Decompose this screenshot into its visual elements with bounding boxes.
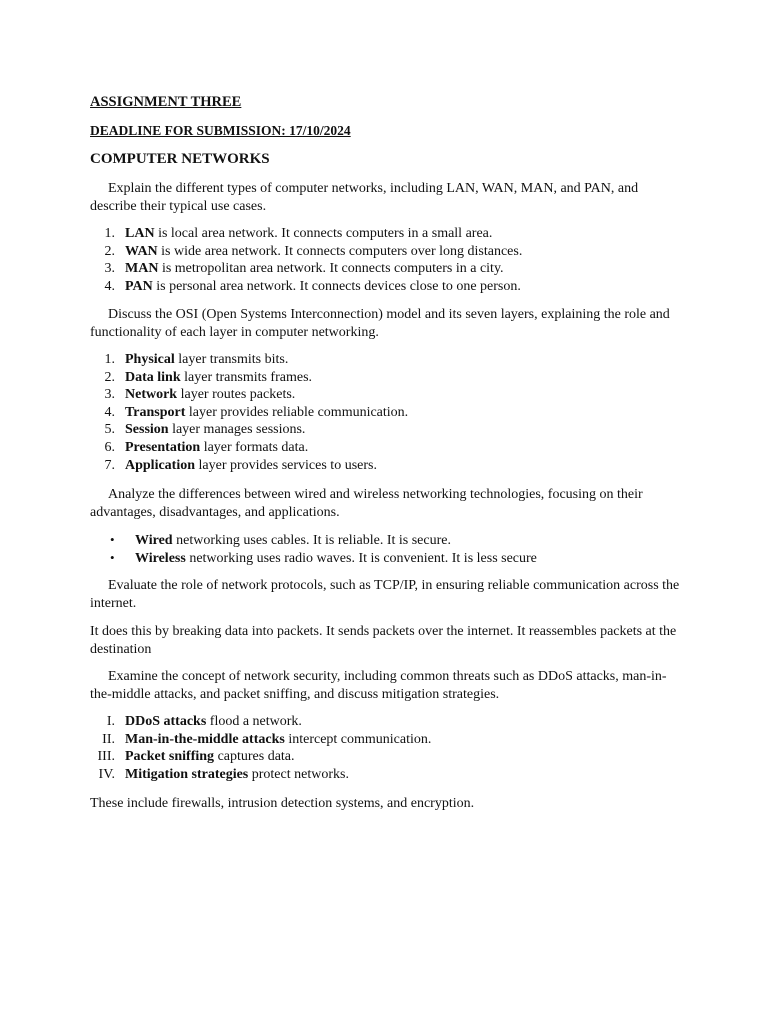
list-item [90,404,408,422]
list-item [90,713,431,731]
list-marker: III. [97,749,115,765]
list-term: WAN [125,243,158,259]
list-marker: 3. [104,387,115,403]
list-text: layer provides reliable communication. [185,404,409,420]
question-4-prompt: Evaluate the role of network protocols, such as TCP/IP, in ensuring reliable communication across the internet. [90,578,680,611]
list-text: layer formats data. [200,439,309,455]
list-item [90,225,522,243]
list-text: intercept communication. [284,731,432,747]
list-item [90,439,408,457]
list-item [90,386,408,404]
list-text: is metropolitan area network. It connects computers in a city. [158,261,504,277]
list-term: Mitigation strategies [125,766,249,782]
list-term: DDoS attacks [125,714,207,729]
list-marker: II. [102,731,115,747]
deadline-line: DEADLINE FOR SUBMISSION: 17/10/2024 [90,123,351,138]
list-marker: 5. [104,422,115,438]
security-threats-list [90,713,431,783]
list-item [90,369,408,387]
list-term: Wired [135,533,173,548]
list-item [90,278,522,296]
list-term: Packet sniffing [125,749,215,765]
list-term: Physical [125,352,175,367]
list-item [90,731,431,749]
list-marker: IV. [98,766,115,782]
list-marker: 7. [104,457,115,473]
list-term: Session [125,422,169,438]
question-3-prompt: Analyze the differences between wired and wireless networking technologies, focusing on their advantages, disadvantages, and applications. [90,487,643,520]
list-text: protect networks. [248,766,349,782]
list-term: Data link [125,369,181,385]
list-item [90,457,408,475]
list-item [90,260,522,278]
list-marker: 3. [104,261,115,277]
network-types-list [90,225,522,295]
list-text: is personal area network. It connects devices close to one person. [152,278,521,294]
list-item [90,748,431,766]
list-text: networking uses radio waves. It is convenient. It is less secure [185,550,537,566]
question-4-answer: It does this by breaking data into packets. It sends packets over the internet. It reassembles packets at the destination [90,624,677,657]
list-marker: I. [106,714,115,729]
list-term: Transport [125,404,186,420]
list-item [90,421,408,439]
list-text: is wide area network. It connects computers over long distances. [157,243,523,259]
list-text: layer transmits frames. [180,369,313,385]
list-text: is local area network. It connects computers in a small area. [154,226,493,241]
list-item [90,766,431,784]
list-term: MAN [125,261,159,277]
list-text: flood a network. [206,714,302,729]
question-2-prompt: Discuss the OSI (Open Systems Interconnection) model and its seven layers, explaining the role and functionality of each layer in computer networking. [90,307,670,340]
bullet-icon: • [110,549,115,565]
list-text: networking uses cables. It is reliable. It is secure. [172,533,451,548]
bullet-icon: • [110,532,115,547]
list-term: Network [125,387,178,403]
list-item [90,351,408,369]
list-marker: 2. [104,369,115,385]
closing-paragraph: These include firewalls, intrusion detection systems, and encryption. [90,796,475,811]
question-1-prompt: Explain the different types of computer networks, including LAN, WAN, MAN, and PAN, and describe their typical use cases. [90,181,639,214]
list-term: LAN [125,226,155,241]
list-item [90,243,522,261]
list-marker: 2. [104,243,115,259]
list-marker: 1. [104,226,115,241]
list-term: Application [125,457,196,473]
list-text: layer routes packets. [177,387,296,403]
osi-layers-list [90,351,408,474]
assignment-title: ASSIGNMENT THREE [90,94,242,110]
list-text: layer provides services to users. [195,457,377,473]
list-text: layer manages sessions. [168,422,306,438]
list-marker: 4. [104,404,115,420]
list-term: Presentation [125,439,201,455]
wired-wireless-list [90,531,537,566]
list-text: captures data. [214,749,295,765]
question-5-prompt: Examine the concept of network security, including common threats such as DDoS attacks, man-in-the-middle attacks, and packet sniffing, and discuss mitigation strategies. [90,669,667,702]
subject-heading: COMPUTER NETWORKS [90,151,270,167]
list-term: Wireless [135,550,186,566]
list-text: layer transmits bits. [174,352,289,367]
list-marker: 1. [104,352,115,367]
list-item [90,549,537,567]
list-marker: 6. [104,439,115,455]
list-term: Man-in-the-middle attacks [125,731,285,747]
list-marker: 4. [104,278,115,294]
list-item [90,531,537,549]
list-term: PAN [125,278,153,294]
